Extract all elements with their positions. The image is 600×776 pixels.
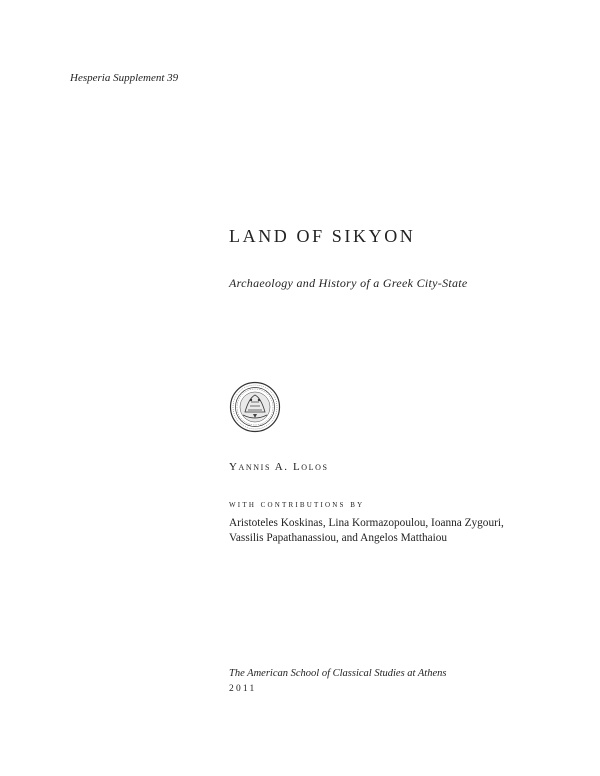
contributors-list [229, 516, 549, 546]
publication-year: 2011 [229, 684, 257, 694]
contributions-label: with contributions by [229, 500, 365, 510]
series-label: Hesperia Supplement 39 [70, 72, 179, 84]
book-title-text: LAND OF SIKYON [229, 226, 416, 246]
author-name: Yannis A. Lolos [229, 461, 329, 473]
publisher-name: The American School of Classical Studies at Athens [229, 668, 447, 679]
book-title [229, 226, 415, 247]
contributors-line: Vassilis Papathanassiou, and Angelos Matthaiou [229, 532, 448, 544]
book-subtitle: Archaeology and History of a Greek City-State [229, 276, 468, 290]
seal-graphic [229, 381, 281, 433]
school-seal-icon [229, 381, 281, 433]
contributors-line: Aristoteles Koskinas, Lina Kormazopoulou, Ioanna Zygouri, [229, 517, 504, 529]
